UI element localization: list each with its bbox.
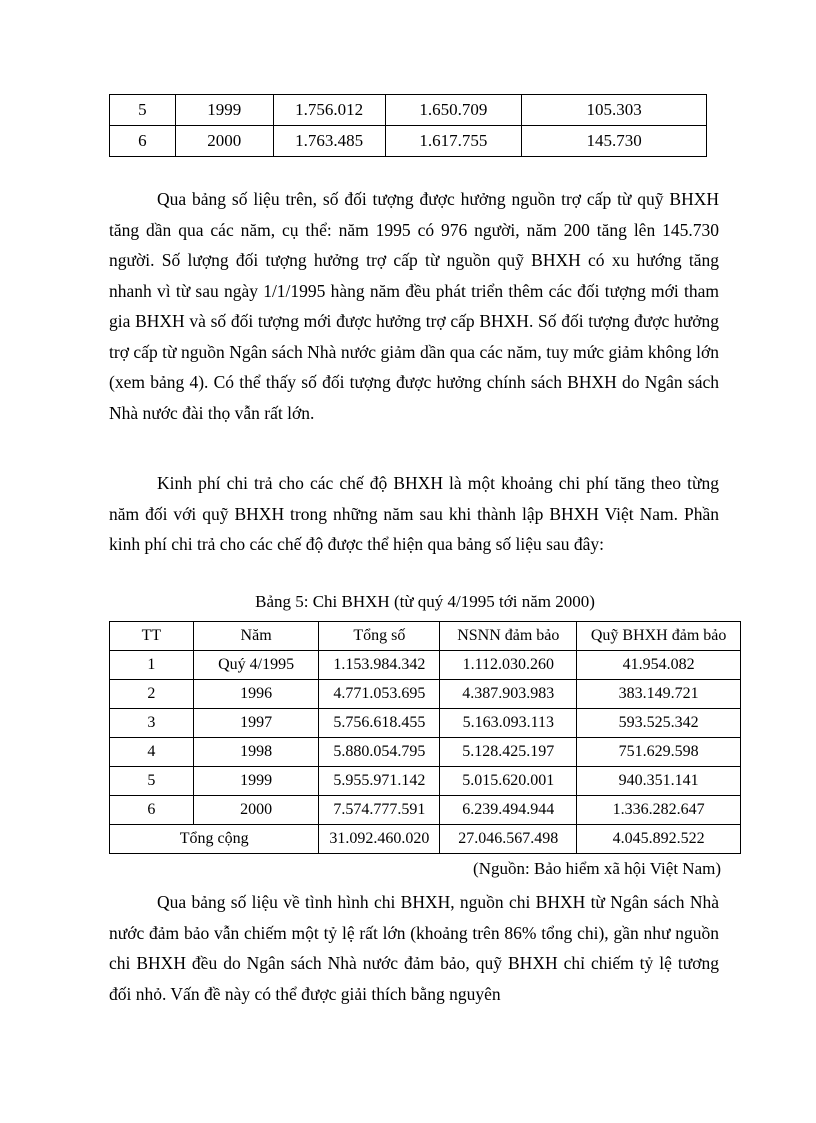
paragraph-expenditure-analysis: Qua bảng số liệu về tình hình chi BHXH, nguồn chi BHXH từ Ngân sách Nhà nước đảm bảo vẫn chiếm một tỷ lệ rất lớn (khoảng trên 86% tổng chi), gần như nguồn chi BHXH đều do Ngân sách Nhà nước đảm bảo, quỹ BHXH chỉ chiếm tỷ lệ tương đối nhỏ. Vấn đề này có thể được giải thích bằng nguyên	[109, 892, 719, 1004]
header-total: Tổng số	[319, 622, 440, 651]
cell-total: 1.763.485	[273, 126, 385, 157]
table-row	[110, 709, 741, 738]
cell-state-budget: 5.128.425.197	[440, 738, 577, 767]
cell-tt: 6	[110, 126, 176, 157]
cell-total: 4.771.053.695	[319, 680, 440, 709]
table-total-row	[110, 825, 741, 854]
total-bhxh-fund: 4.045.892.522	[577, 825, 741, 854]
cell-tt: 3	[110, 709, 194, 738]
table-row	[110, 651, 741, 680]
cell-total: 7.574.777.591	[319, 796, 440, 825]
cell-state-budget: 1.650.709	[385, 95, 522, 126]
total-state-budget: 27.046.567.498	[440, 825, 577, 854]
table-row	[110, 95, 707, 126]
total-label: Tổng cộng	[110, 825, 319, 854]
table5-bhxh-expenditure	[109, 621, 741, 854]
table-row	[110, 126, 707, 157]
cell-bhxh-fund: 383.149.721	[577, 680, 741, 709]
table-row	[110, 767, 741, 796]
cell-tt: 1	[110, 651, 194, 680]
cell-year: Quý 4/1995	[193, 651, 319, 680]
cell-tt: 2	[110, 680, 194, 709]
total-sum: 31.092.460.020	[319, 825, 440, 854]
cell-bhxh-fund: 1.336.282.647	[577, 796, 741, 825]
header-year: Năm	[193, 622, 319, 651]
cell-year: 1999	[193, 767, 319, 796]
cell-year: 1996	[193, 680, 319, 709]
cell-bhxh-fund: 105.303	[522, 95, 707, 126]
cell-bhxh-fund: 593.525.342	[577, 709, 741, 738]
header-state-budget: NSNN đảm bảo	[440, 622, 577, 651]
cell-total: 1.153.984.342	[319, 651, 440, 680]
cell-bhxh-fund: 41.954.082	[577, 651, 741, 680]
cell-bhxh-fund: 145.730	[522, 126, 707, 157]
cell-state-budget: 4.387.903.983	[440, 680, 577, 709]
cell-tt: 5	[110, 95, 176, 126]
cell-tt: 5	[110, 767, 194, 796]
cell-bhxh-fund: 751.629.598	[577, 738, 741, 767]
table-row	[110, 796, 741, 825]
beneficiaries-table-continued	[109, 94, 707, 157]
cell-state-budget: 5.015.620.001	[440, 767, 577, 796]
paragraph-expenditure-intro: Kinh phí chi trả cho các chế độ BHXH là một khoảng chi phí tăng theo từng năm đối với quỹ BHXH trong những năm sau khi thành lập BHXH Việt Nam. Phần kinh phí chi trả cho các chế độ được thể hiện qua bảng số liệu sau đây:	[109, 473, 719, 554]
cell-total: 5.756.618.455	[319, 709, 440, 738]
cell-tt: 4	[110, 738, 194, 767]
cell-bhxh-fund: 940.351.141	[577, 767, 741, 796]
cell-year: 1998	[193, 738, 319, 767]
cell-state-budget: 1.112.030.260	[440, 651, 577, 680]
table-header-row	[110, 622, 741, 651]
cell-total: 5.955.971.142	[319, 767, 440, 796]
header-bhxh-fund: Quỹ BHXH đảm bảo	[577, 622, 741, 651]
cell-year: 1997	[193, 709, 319, 738]
cell-year: 1999	[175, 95, 273, 126]
cell-year: 2000	[175, 126, 273, 157]
paragraph-beneficiaries-analysis: Qua bảng số liệu trên, số đối tượng được hưởng nguồn trợ cấp từ quỹ BHXH tăng dần qua các năm, cụ thể: năm 1995 có 976 người, năm 200 tăng lên 145.730 người. Số lượng đối tượng hưởng trợ cấp từ nguồn quỹ BHXH có xu hướng tăng nhanh vì từ sau ngày 1/1/1995 hàng năm đều phát triển thêm các đối tượng mới tham gia BHXH và số đối tượng mới được hưởng trợ cấp BHXH. Số đối tượng được hưởng trợ cấp từ nguồn Ngân sách Nhà nước giảm dần qua các năm, tuy mức giảm không lớn (xem bảng 4). Có thể thấy số đối tượng được hưởng chính sách BHXH do Ngân sách Nhà nước đài thọ vẫn rất lớn.	[109, 189, 719, 423]
cell-year: 2000	[193, 796, 319, 825]
cell-state-budget: 6.239.494.944	[440, 796, 577, 825]
cell-tt: 6	[110, 796, 194, 825]
table-row	[110, 738, 741, 767]
table5-caption: Bảng 5: Chi BHXH (từ quý 4/1995 tới năm 2000)	[255, 592, 595, 611]
cell-state-budget: 5.163.093.113	[440, 709, 577, 738]
table5-source: (Nguồn: Bảo hiểm xã hội Việt Nam)	[473, 859, 721, 878]
header-tt: TT	[110, 622, 194, 651]
table-row	[110, 680, 741, 709]
cell-state-budget: 1.617.755	[385, 126, 522, 157]
cell-total: 5.880.054.795	[319, 738, 440, 767]
cell-total: 1.756.012	[273, 95, 385, 126]
